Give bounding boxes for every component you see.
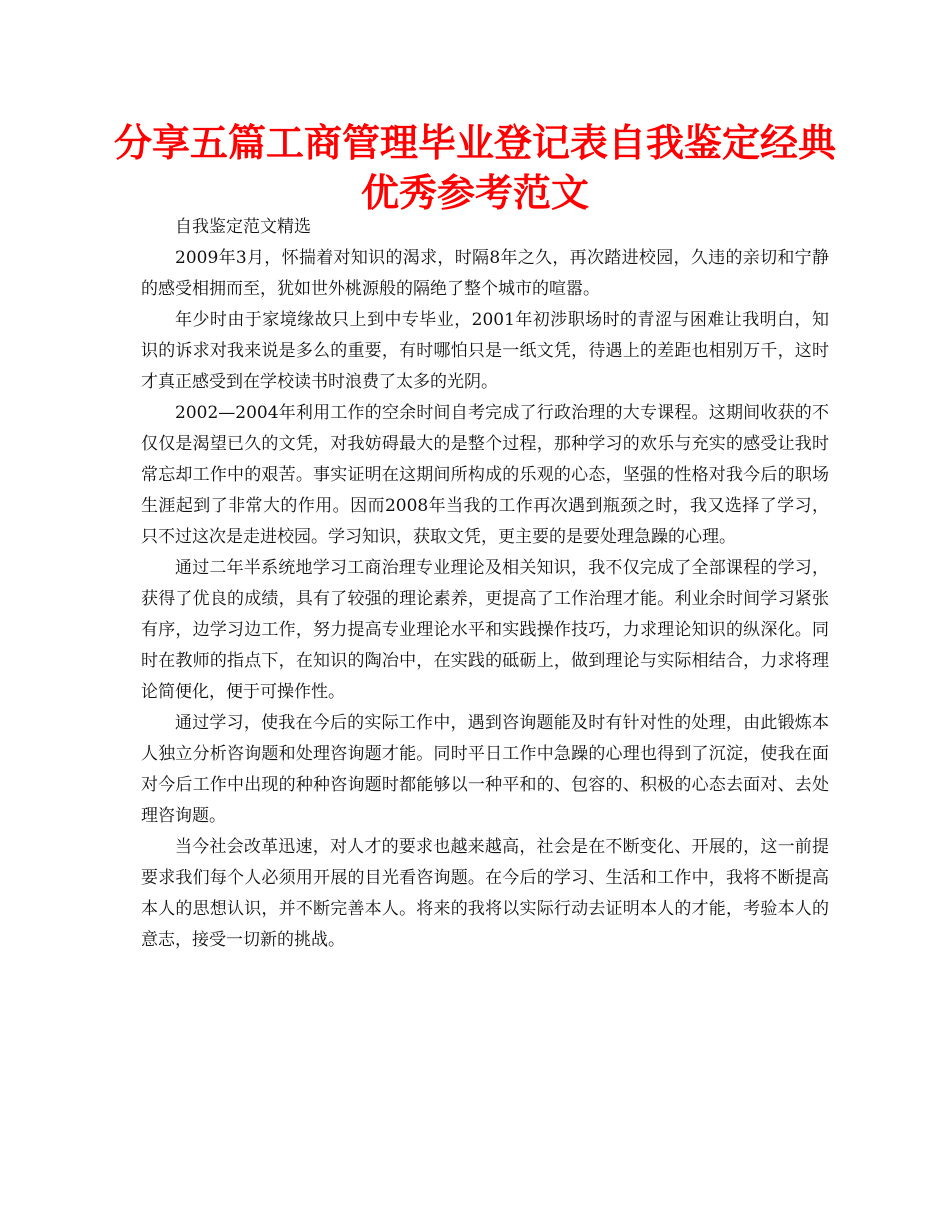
document-body — [141, 212, 829, 956]
paragraph: 年少时由于家境缘故只上到中专毕业，2001年初涉职场时的青涩与困难让我明白，知识的诉求对我来说是多么的重要，有时哪怕只是一纸文凭，待遇上的差距也相别万千，这时才真正感受到在学校读书时浪费了太多的光阴。 — [141, 310, 829, 392]
document-title: 分享五篇工商管理毕业登记表自我鉴定经典优秀参考范文 — [113, 121, 836, 215]
paragraph: 当今社会改革迅速，对人才的要求也越来越高，社会是在不断变化、开展的，这一前提要求我们每个人必须用开展的目光看咨询题。在今后的学习、生活和工作中，我将不断提高本人的思想认识，并不断完善本人。将来的我将以实际行动去证明本人的才能，考验本人的意志，接受一切新的挑战。 — [141, 837, 829, 950]
paragraph: 通过二年半系统地学习工商治理专业理论及相关知识，我不仅完成了全部课程的学习，获得了优良的成绩，具有了较强的理论素养，更提高了工作治理才能。利业余时间学习紧张有序，边学习边工作，努力提高专业理论水平和实践操作技巧，力求理论知识的纵深化。同时在教师的指点下，在知识的陶冶中，在实践的砥砺上，做到理论与实际相结合，力求将理论简便化，便于可操作性。 — [141, 558, 829, 702]
paragraph: 2009年3月，怀揣着对知识的渴求，时隔8年之久，再次踏进校园，久违的亲切和宁静的感受相拥而至，犹如世外桃源般的隔绝了整个城市的喧嚣。 — [141, 248, 829, 299]
paragraph: 2002—2004年利用工作的空余时间自考完成了行政治理的大专课程。这期间收获的不仅仅是渴望已久的文凭，对我妨碍最大的是整个过程，那种学习的欢乐与充实的感受让我时常忘却工作中的艰苦。事实证明在这期间所构成的乐观的心态，坚强的性格对我今后的职场生涯起到了非常大的作用。因而2008年当我的工作再次遇到瓶颈之时，我又选择了学习，只不过这次是走进校园。学习知识，获取文凭，更主要的是要处理急躁的心理。 — [141, 403, 829, 547]
paragraph-heading: 自我鉴定范文精选 — [175, 217, 311, 237]
paragraph: 通过学习，使我在今后的实际工作中，遇到咨询题能及时有针对性的处理，由此锻炼本人独立分析咨询题和处理咨询题才能。同时平日工作中急躁的心理也得到了沉淀，使我在面对今后工作中出现的种种咨询题时都能够以一种平和的、包容的、积极的心态去面对、去处理咨询题。 — [141, 713, 829, 826]
